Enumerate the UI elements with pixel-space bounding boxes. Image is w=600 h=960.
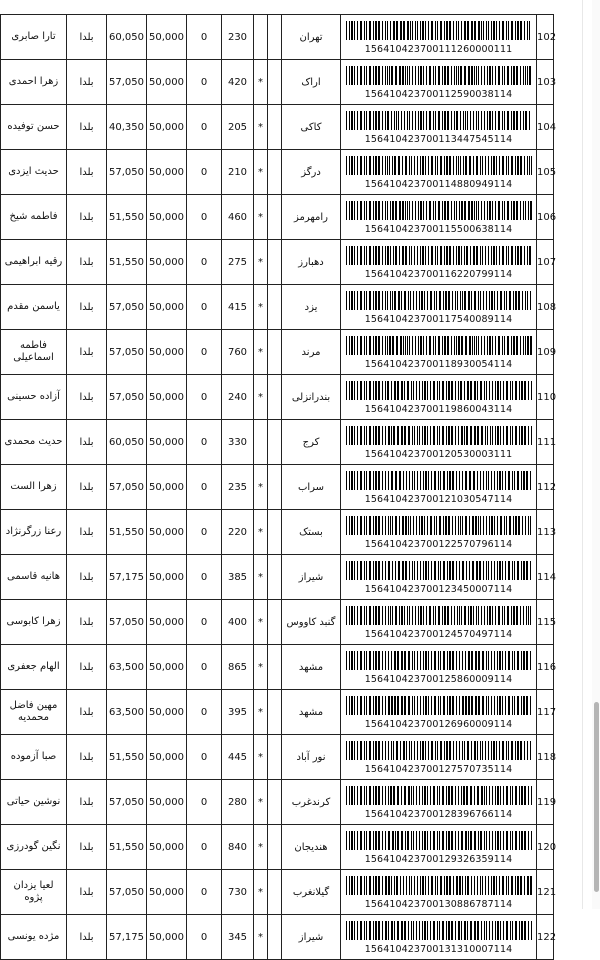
- barcode-number: 156410423700125860009114: [364, 673, 513, 685]
- city-label-cell: بلدا: [67, 690, 107, 735]
- barcode-cell: [341, 240, 537, 285]
- row-number-cell: 114: [537, 555, 554, 600]
- city-cell: کرج: [282, 420, 341, 465]
- amount-cell: 57,050: [107, 285, 147, 330]
- amount-cell: 60,050: [107, 420, 147, 465]
- recipient-name-cell: الهام جعفری: [1, 645, 67, 690]
- zero-cell: 0: [187, 420, 222, 465]
- amount-cell: 51,550: [107, 195, 147, 240]
- base-amount-cell: 50,000: [147, 150, 187, 195]
- city-label-cell: بلدا: [67, 645, 107, 690]
- barcode-number: 156410423700118930054114: [364, 358, 513, 370]
- amount-cell: 60,050: [107, 15, 147, 60]
- zero-cell: 0: [187, 510, 222, 555]
- recipient-name-cell: زهرا کابوسی: [1, 600, 67, 645]
- barcode-cell: [341, 60, 537, 105]
- row-number-cell: 118: [537, 735, 554, 780]
- barcode-number: 156410423700129326359114: [364, 853, 513, 865]
- table-row: [1, 285, 554, 330]
- city-cell: اراک: [282, 60, 341, 105]
- city-cell: مشهد: [282, 645, 341, 690]
- row-number-cell: 121: [537, 870, 554, 915]
- city-label-cell: بلدا: [67, 330, 107, 375]
- marker-cell: *: [254, 150, 268, 195]
- city-cell: شیراز: [282, 915, 341, 960]
- table-body: [1, 15, 557, 960]
- row-number-cell: 116: [537, 645, 554, 690]
- city-label-cell: بلدا: [67, 285, 107, 330]
- row-number-cell: 105: [537, 150, 554, 195]
- amount-cell: 57,050: [107, 375, 147, 420]
- barcode-number: 156410423700121030547114: [364, 493, 513, 505]
- zero-cell: 0: [187, 150, 222, 195]
- city-label-cell: بلدا: [67, 195, 107, 240]
- city-label-cell: بلدا: [67, 15, 107, 60]
- count-cell: 205: [222, 105, 254, 150]
- barcode-cell: [341, 600, 537, 645]
- marker-cell: *: [254, 285, 268, 330]
- marker-cell: *: [254, 735, 268, 780]
- table-row: [1, 870, 554, 915]
- amount-cell: 51,550: [107, 510, 147, 555]
- marker-cell: *: [254, 870, 268, 915]
- city-cell: بستک: [282, 510, 341, 555]
- zero-cell: 0: [187, 825, 222, 870]
- city-cell: کاکی: [282, 105, 341, 150]
- base-amount-cell: 50,000: [147, 375, 187, 420]
- barcode-cell: [341, 330, 537, 375]
- row-number-cell: 110: [537, 375, 554, 420]
- barcode-cell: [341, 735, 537, 780]
- recipient-name-cell: یاسمن مقدم: [1, 285, 67, 330]
- barcode-graphic: [346, 651, 532, 670]
- city-label-cell: بلدا: [67, 150, 107, 195]
- barcode-cell: [341, 780, 537, 825]
- blank-cell: [268, 870, 282, 915]
- barcode-number: 156410423700120530003111: [364, 448, 513, 460]
- shipment-table: [0, 14, 557, 960]
- table-row: [1, 420, 554, 465]
- city-label-cell: بلدا: [67, 915, 107, 960]
- count-cell: 210: [222, 150, 254, 195]
- row-number-cell: 112: [537, 465, 554, 510]
- marker-cell: *: [254, 915, 268, 960]
- amount-cell: 57,050: [107, 780, 147, 825]
- row-number-cell: 119: [537, 780, 554, 825]
- table-row: [1, 375, 554, 420]
- barcode-number: 156410423700127570735114: [364, 763, 513, 775]
- blank-cell: [268, 285, 282, 330]
- city-cell: کرندغرب: [282, 780, 341, 825]
- count-cell: 460: [222, 195, 254, 240]
- base-amount-cell: 50,000: [147, 195, 187, 240]
- zero-cell: 0: [187, 600, 222, 645]
- city-cell: شیراز: [282, 555, 341, 600]
- amount-cell: 63,500: [107, 645, 147, 690]
- row-number-cell: 103: [537, 60, 554, 105]
- zero-cell: 0: [187, 870, 222, 915]
- recipient-name-cell: آزاده حسینی: [1, 375, 67, 420]
- row-number-cell: 107: [537, 240, 554, 285]
- marker-cell: *: [254, 375, 268, 420]
- marker-cell: *: [254, 240, 268, 285]
- scrollbar-track[interactable]: [592, 0, 600, 909]
- count-cell: 865: [222, 645, 254, 690]
- barcode-number: 156410423700111260000111: [364, 43, 513, 55]
- table-row: [1, 780, 554, 825]
- blank-cell: [268, 60, 282, 105]
- table-row: [1, 15, 554, 60]
- blank-cell: [268, 105, 282, 150]
- count-cell: 385: [222, 555, 254, 600]
- table-row: [1, 240, 554, 285]
- marker-cell: *: [254, 465, 268, 510]
- table-row: [1, 915, 554, 960]
- zero-cell: 0: [187, 285, 222, 330]
- barcode-graphic: [346, 876, 532, 895]
- blank-cell: [268, 330, 282, 375]
- city-label-cell: بلدا: [67, 60, 107, 105]
- marker-cell: *: [254, 600, 268, 645]
- count-cell: 395: [222, 690, 254, 735]
- city-cell: یزد: [282, 285, 341, 330]
- base-amount-cell: 50,000: [147, 600, 187, 645]
- table-row: [1, 60, 554, 105]
- base-amount-cell: 50,000: [147, 915, 187, 960]
- city-label-cell: بلدا: [67, 555, 107, 600]
- blank-cell: [268, 375, 282, 420]
- count-cell: 330: [222, 420, 254, 465]
- recipient-name-cell: تارا صابری: [1, 15, 67, 60]
- amount-cell: 63,500: [107, 690, 147, 735]
- city-label-cell: بلدا: [67, 510, 107, 555]
- amount-cell: 57,050: [107, 870, 147, 915]
- marker-cell: *: [254, 645, 268, 690]
- barcode-cell: [341, 420, 537, 465]
- city-cell: گیلانغرب: [282, 870, 341, 915]
- count-cell: 220: [222, 510, 254, 555]
- barcode-graphic: [346, 66, 532, 85]
- barcode-graphic: [346, 471, 532, 490]
- recipient-name-cell: نوشین حیاتی: [1, 780, 67, 825]
- barcode-number: 156410423700124570497114: [364, 628, 513, 640]
- table-row: [1, 825, 554, 870]
- barcode-cell: [341, 465, 537, 510]
- recipient-name-cell: مهین فاضل محمدیه: [1, 690, 67, 735]
- base-amount-cell: 50,000: [147, 735, 187, 780]
- city-cell: رامهرمز: [282, 195, 341, 240]
- table-row: [1, 150, 554, 195]
- table-row: [1, 690, 554, 735]
- barcode-number: 156410423700128396766114: [364, 808, 513, 820]
- city-cell: تهران: [282, 15, 341, 60]
- zero-cell: 0: [187, 375, 222, 420]
- recipient-name-cell: زهرا الست: [1, 465, 67, 510]
- base-amount-cell: 50,000: [147, 60, 187, 105]
- barcode-cell: [341, 15, 537, 60]
- marker-cell: *: [254, 780, 268, 825]
- barcode-cell: [341, 870, 537, 915]
- count-cell: 275: [222, 240, 254, 285]
- city-label-cell: بلدا: [67, 825, 107, 870]
- amount-cell: 57,050: [107, 330, 147, 375]
- count-cell: 280: [222, 780, 254, 825]
- table-row: [1, 600, 554, 645]
- marker-cell: *: [254, 690, 268, 735]
- base-amount-cell: 50,000: [147, 510, 187, 555]
- city-cell: مرند: [282, 330, 341, 375]
- zero-cell: 0: [187, 60, 222, 105]
- city-label-cell: بلدا: [67, 105, 107, 150]
- row-number-cell: 117: [537, 690, 554, 735]
- amount-cell: 57,175: [107, 555, 147, 600]
- blank-cell: [268, 15, 282, 60]
- base-amount-cell: 50,000: [147, 285, 187, 330]
- amount-cell: 57,050: [107, 465, 147, 510]
- count-cell: 840: [222, 825, 254, 870]
- blank-cell: [268, 780, 282, 825]
- table-row: [1, 645, 554, 690]
- blank-cell: [268, 420, 282, 465]
- recipient-name-cell: لعیا یزدان پژوه: [1, 870, 67, 915]
- barcode-graphic: [346, 921, 532, 940]
- barcode-graphic: [346, 111, 532, 130]
- city-label-cell: بلدا: [67, 375, 107, 420]
- barcode-cell: [341, 690, 537, 735]
- base-amount-cell: 50,000: [147, 690, 187, 735]
- zero-cell: 0: [187, 555, 222, 600]
- barcode-cell: [341, 285, 537, 330]
- amount-cell: 40,350: [107, 105, 147, 150]
- table-row: [1, 105, 554, 150]
- barcode-number: 156410423700119860043114: [364, 403, 513, 415]
- marker-cell: [254, 420, 268, 465]
- marker-cell: *: [254, 555, 268, 600]
- row-number-cell: 115: [537, 600, 554, 645]
- base-amount-cell: 50,000: [147, 825, 187, 870]
- barcode-cell: [341, 150, 537, 195]
- count-cell: 445: [222, 735, 254, 780]
- barcode-graphic: [346, 201, 532, 220]
- marker-cell: *: [254, 105, 268, 150]
- marker-cell: [254, 15, 268, 60]
- barcode-graphic: [346, 561, 532, 580]
- barcode-number: 156410423700126960009114: [364, 718, 513, 730]
- table-row: [1, 465, 554, 510]
- base-amount-cell: 50,000: [147, 240, 187, 285]
- barcode-number: 156410423700131310007114: [364, 943, 513, 955]
- table-row: [1, 555, 554, 600]
- barcode-number: 156410423700114880949114: [364, 178, 513, 190]
- zero-cell: 0: [187, 15, 222, 60]
- city-cell: سراب: [282, 465, 341, 510]
- base-amount-cell: 50,000: [147, 330, 187, 375]
- count-cell: 345: [222, 915, 254, 960]
- zero-cell: 0: [187, 105, 222, 150]
- city-cell: هندیجان: [282, 825, 341, 870]
- amount-cell: 57,050: [107, 60, 147, 105]
- barcode-cell: [341, 375, 537, 420]
- barcode-cell: [341, 825, 537, 870]
- amount-cell: 51,550: [107, 825, 147, 870]
- blank-cell: [268, 690, 282, 735]
- city-label-cell: بلدا: [67, 420, 107, 465]
- amount-cell: 57,050: [107, 150, 147, 195]
- blank-cell: [268, 195, 282, 240]
- marker-cell: *: [254, 510, 268, 555]
- table-row: [1, 735, 554, 780]
- zero-cell: 0: [187, 465, 222, 510]
- base-amount-cell: 50,000: [147, 555, 187, 600]
- row-number-cell: 106: [537, 195, 554, 240]
- barcode-cell: [341, 915, 537, 960]
- blank-cell: [268, 645, 282, 690]
- barcode-cell: [341, 195, 537, 240]
- barcode-number: 156410423700123450007114: [364, 583, 513, 595]
- city-cell: مشهد: [282, 690, 341, 735]
- recipient-name-cell: هانیه قاسمی: [1, 555, 67, 600]
- blank-cell: [268, 510, 282, 555]
- city-label-cell: بلدا: [67, 870, 107, 915]
- city-label-cell: بلدا: [67, 780, 107, 825]
- blank-cell: [268, 735, 282, 780]
- city-label-cell: بلدا: [67, 735, 107, 780]
- table-row: [1, 510, 554, 555]
- barcode-graphic: [346, 516, 532, 535]
- city-cell: بندرانزلی: [282, 375, 341, 420]
- row-number-cell: 122: [537, 915, 554, 960]
- marker-cell: *: [254, 195, 268, 240]
- row-number-cell: 104: [537, 105, 554, 150]
- base-amount-cell: 50,000: [147, 780, 187, 825]
- base-amount-cell: 50,000: [147, 105, 187, 150]
- city-cell: درگز: [282, 150, 341, 195]
- barcode-graphic: [346, 696, 532, 715]
- blank-cell: [268, 150, 282, 195]
- barcode-graphic: [346, 606, 532, 625]
- barcode-graphic: [346, 381, 532, 400]
- barcode-number: 156410423700117540089114: [364, 313, 513, 325]
- recipient-name-cell: صبا آزموده: [1, 735, 67, 780]
- blank-cell: [268, 600, 282, 645]
- barcode-graphic: [346, 336, 532, 355]
- base-amount-cell: 50,000: [147, 15, 187, 60]
- count-cell: 240: [222, 375, 254, 420]
- barcode-number: 156410423700115500638114: [364, 223, 513, 235]
- base-amount-cell: 50,000: [147, 465, 187, 510]
- table-row: [1, 330, 554, 375]
- recipient-name-cell: رعنا زرگرنژاد: [1, 510, 67, 555]
- barcode-number: 156410423700113447545114: [364, 133, 513, 145]
- recipient-name-cell: حسن توفیده: [1, 105, 67, 150]
- barcode-number: 156410423700116220799114: [364, 268, 513, 280]
- city-cell: دهبارز: [282, 240, 341, 285]
- barcode-number: 156410423700112590038114: [364, 88, 513, 100]
- zero-cell: 0: [187, 915, 222, 960]
- row-number-cell: 109: [537, 330, 554, 375]
- recipient-name-cell: مژده یونسی: [1, 915, 67, 960]
- blank-cell: [268, 915, 282, 960]
- amount-cell: 57,050: [107, 600, 147, 645]
- base-amount-cell: 50,000: [147, 870, 187, 915]
- barcode-number: 156410423700130886787114: [364, 898, 513, 910]
- zero-cell: 0: [187, 735, 222, 780]
- blank-cell: [268, 240, 282, 285]
- blank-cell: [268, 465, 282, 510]
- barcode-graphic: [346, 246, 532, 265]
- amount-cell: 51,550: [107, 735, 147, 780]
- table-row: [1, 195, 554, 240]
- recipient-name-cell: حدیث محمدی: [1, 420, 67, 465]
- amount-cell: 51,550: [107, 240, 147, 285]
- blank-cell: [268, 825, 282, 870]
- barcode-cell: [341, 645, 537, 690]
- barcode-cell: [341, 510, 537, 555]
- count-cell: 415: [222, 285, 254, 330]
- zero-cell: 0: [187, 195, 222, 240]
- base-amount-cell: 50,000: [147, 420, 187, 465]
- count-cell: 230: [222, 15, 254, 60]
- amount-cell: 57,175: [107, 915, 147, 960]
- recipient-name-cell: فاطمه شیخ: [1, 195, 67, 240]
- recipient-name-cell: رقیه ابراهیمی: [1, 240, 67, 285]
- count-cell: 235: [222, 465, 254, 510]
- city-label-cell: بلدا: [67, 600, 107, 645]
- city-cell: نور آباد: [282, 735, 341, 780]
- base-amount-cell: 50,000: [147, 645, 187, 690]
- row-number-cell: 102: [537, 15, 554, 60]
- row-number-cell: 120: [537, 825, 554, 870]
- recipient-name-cell: حدیث ایزدی: [1, 150, 67, 195]
- barcode-graphic: [346, 156, 532, 175]
- blank-cell: [268, 555, 282, 600]
- marker-cell: *: [254, 330, 268, 375]
- city-cell: گنبد کاووس: [282, 600, 341, 645]
- row-number-cell: 108: [537, 285, 554, 330]
- row-number-cell: 113: [537, 510, 554, 555]
- zero-cell: 0: [187, 240, 222, 285]
- recipient-name-cell: نگین گودرزی: [1, 825, 67, 870]
- marker-cell: *: [254, 60, 268, 105]
- count-cell: 760: [222, 330, 254, 375]
- recipient-name-cell: زهرا احمدی: [1, 60, 67, 105]
- row-number-cell: 111: [537, 420, 554, 465]
- zero-cell: 0: [187, 690, 222, 735]
- barcode-cell: [341, 105, 537, 150]
- barcode-cell: [341, 555, 537, 600]
- barcode-graphic: [346, 21, 532, 40]
- zero-cell: 0: [187, 645, 222, 690]
- count-cell: 400: [222, 600, 254, 645]
- barcode-graphic: [346, 831, 532, 850]
- scrollbar-thumb[interactable]: [594, 702, 599, 892]
- page-edge-rule: [582, 0, 583, 909]
- barcode-graphic: [346, 741, 532, 760]
- count-cell: 730: [222, 870, 254, 915]
- city-label-cell: بلدا: [67, 465, 107, 510]
- recipient-name-cell: فاطمه اسماعیلی: [1, 330, 67, 375]
- barcode-graphic: [346, 291, 532, 310]
- zero-cell: 0: [187, 780, 222, 825]
- barcode-graphic: [346, 426, 532, 445]
- count-cell: 420: [222, 60, 254, 105]
- marker-cell: *: [254, 825, 268, 870]
- barcode-number: 156410423700122570796114: [364, 538, 513, 550]
- city-label-cell: بلدا: [67, 240, 107, 285]
- barcode-graphic: [346, 786, 532, 805]
- zero-cell: 0: [187, 330, 222, 375]
